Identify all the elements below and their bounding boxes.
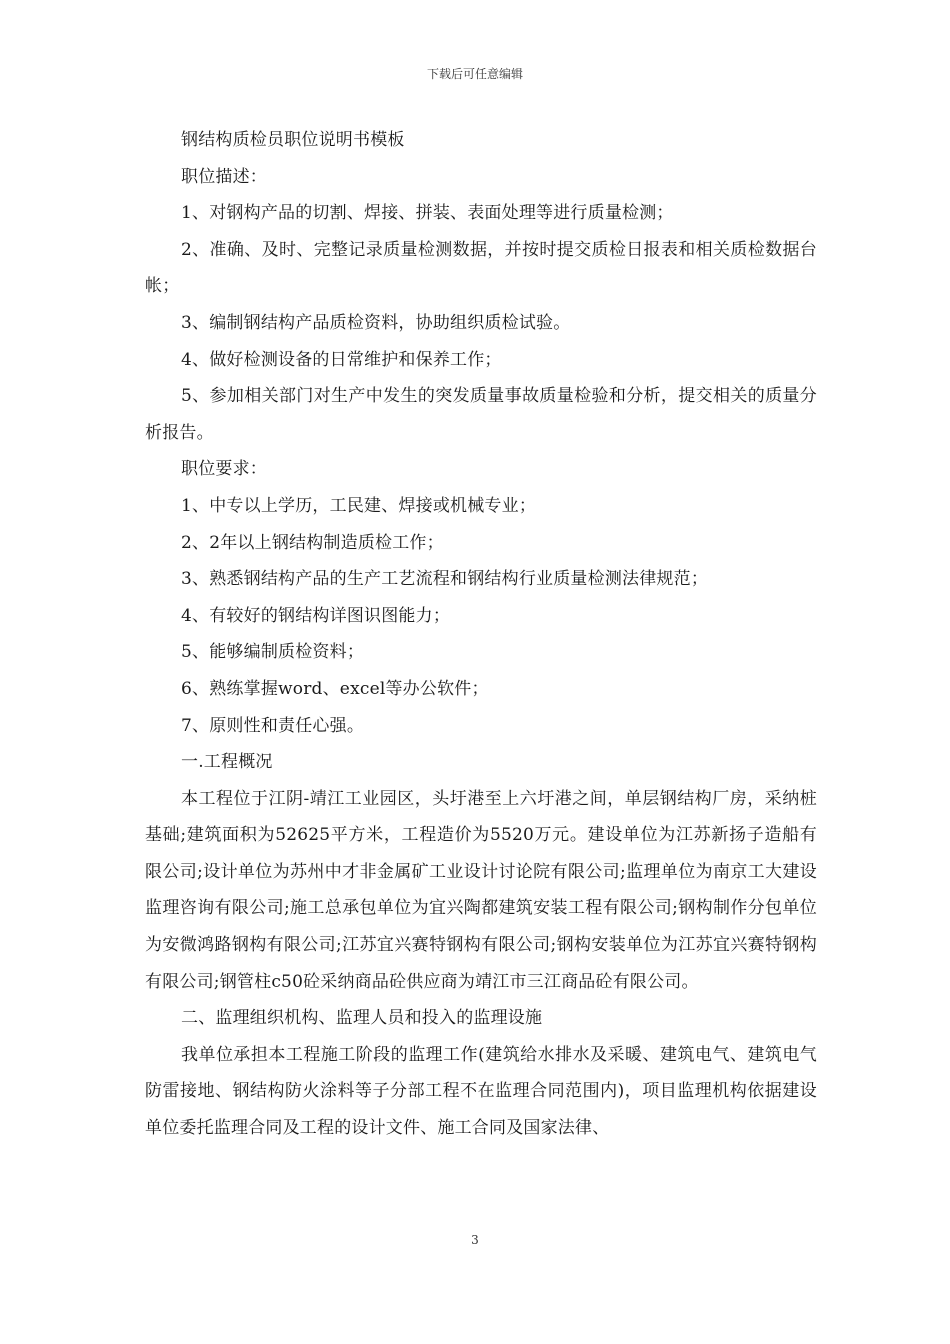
paragraph: 5、参加相关部门对生产中发生的突发质量事故质量检验和分析，提交相关的质量分析报告。 [145, 386, 817, 443]
paragraph: 5、能够编制质检资料； [181, 642, 365, 663]
paragraph: 1、对钢构产品的切割、焊接、拼装、表面处理等进行质量检测； [181, 203, 674, 224]
paragraph: 1、中专以上学历，工民建、焊接或机械专业； [181, 495, 537, 516]
section-heading: 一.工程概况 [181, 752, 273, 773]
section-heading: 二、监理组织机构、监理人员和投入的监理设施 [181, 1008, 543, 1029]
paragraph: 职位要求： [181, 459, 267, 480]
paragraph: 3、熟悉钢结构产品的生产工艺流程和钢结构行业质量检测法律规范； [181, 569, 709, 590]
paragraph: 7、原则性和责任心强。 [181, 715, 365, 736]
paragraph: 2、2年以上钢结构制造质检工作； [181, 532, 444, 553]
paragraph: 4、有较好的钢结构详图识图能力； [181, 605, 451, 626]
paragraph: 6、熟练掌握word、excel等办公软件； [181, 678, 489, 699]
paragraph: 4、做好检测设备的日常维护和保养工作； [181, 349, 502, 370]
page-header: 下载后可任意编辑 [426, 67, 523, 81]
document-title: 钢结构质检员职位说明书模板 [181, 130, 405, 150]
paragraph: 本工程位于江阴-靖江工业园区，头圩港至上六圩港之间，单层钢结构厂房，采纳桩基础;建筑面积为52625平方米，工程造价为5520万元。建设单位为江苏新扬子造船有限公司;设计单位为苏州中才非金属矿工业设计讨论院有限公司;监理单位为南京工大建设监理咨询有限公司;施工总承包单位为宜兴陶都建筑安装工程有限公司;钢构制作分包单位为安微鸿路钢构有限公司;江苏宜兴赛特钢构有限公司;钢构安装单位为江苏宜兴赛特钢构有限公司;钢管柱c50砼采纳商品砼供应商为靖江市三江商品砼有限公司。 [145, 788, 817, 992]
paragraph: 职位描述： [181, 166, 267, 187]
page-number: 3 [471, 1233, 479, 1247]
paragraph: 2、准确、及时、完整记录质量检测数据，并按时提交质检日报表和相关质检数据台帐； [145, 239, 817, 297]
paragraph: 我单位承担本工程施工阶段的监理工作(建筑给水排水及采暖、建筑电气、建筑电气防雷接地、钢结构防火涂料等子分部工程不在监理合同范围内)，项目监理机构依据建设单位委托监理合同及工程的设计文件、施工合同及国家法律、 [145, 1044, 817, 1139]
document-body [145, 122, 817, 1147]
paragraph: 3、编制钢结构产品质检资料，协助组织质检试验。 [181, 312, 571, 333]
